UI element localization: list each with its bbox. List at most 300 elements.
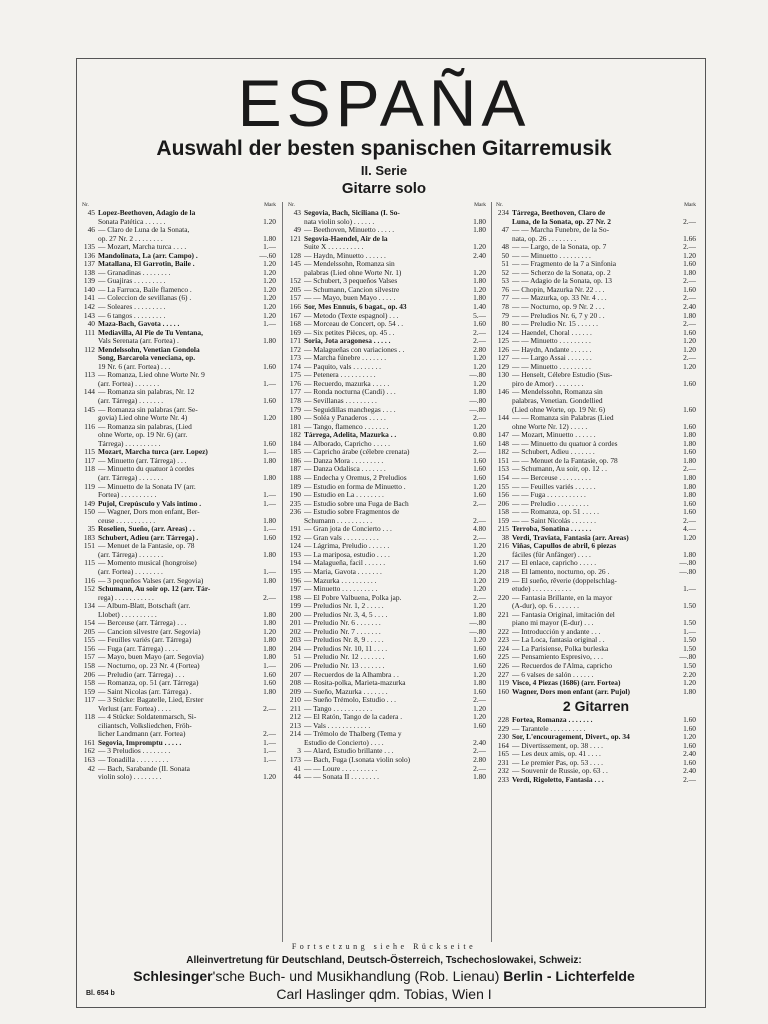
entry-price: 1.80 (263, 234, 276, 243)
entry-title: — Six petites Pièces, op. 45 . . (304, 328, 395, 337)
entry-price (672, 209, 696, 218)
catalog-entry (288, 739, 486, 748)
entry-title: — Lágrima, Preludio . . . . . . (304, 542, 390, 551)
catalog-entry (82, 337, 276, 346)
catalog-entry (496, 542, 696, 551)
entry-number: 49 (293, 226, 301, 235)
entry-title: piro de Amor) . . . . . . . . (512, 379, 584, 388)
entry-price: 2.40 (683, 303, 696, 312)
entry-number: 157 (289, 294, 301, 303)
entry-number: 189 (289, 482, 301, 491)
catalog-entry (82, 209, 276, 218)
entry-number: 175 (289, 371, 301, 380)
entry-number (496, 235, 512, 244)
catalog-entry (496, 448, 696, 457)
entry-number (288, 517, 304, 526)
entry-title: Verlust (arr. Fortea) . . . . (98, 704, 171, 713)
entry-number: 232 (497, 767, 509, 776)
entry-number: 139 (83, 277, 95, 286)
entry-title: — Malagueñas con variaciones . . (304, 345, 405, 354)
catalog-entry (288, 559, 486, 568)
entry-price: 1.20 (683, 251, 696, 260)
entry-price: 2.— (473, 448, 486, 457)
catalog-entry (288, 594, 486, 603)
entry-price: 1.60 (683, 405, 696, 414)
catalog-entry (288, 577, 486, 586)
entry-title: — Divertissement, op. 38 . . . . (512, 741, 603, 750)
entry-price (462, 260, 486, 269)
entry-number: 182 (497, 448, 509, 457)
catalog-entry (82, 739, 276, 748)
entry-number: 76 (501, 285, 509, 294)
catalog-entry (496, 320, 696, 329)
entry-number: 148 (497, 439, 509, 448)
entry-number: 224 (497, 644, 509, 653)
entry-title: — — Romanza sin Palabras (Lied (512, 414, 614, 423)
entry-title: — El lamento, nocturno, op. 26 . (512, 567, 610, 576)
entry-number: 197 (289, 585, 301, 594)
entry-number: 35 (87, 525, 95, 534)
entry-title: — Malagueña, facil . . . . . . (304, 559, 386, 568)
entry-number: 50 (501, 251, 509, 260)
entry-number: 111 (84, 328, 95, 337)
catalog-entry (496, 303, 696, 312)
entry-title: — Bach, Fuga (I.sonata violin solo) (304, 756, 411, 764)
entry-price: 1.80 (473, 277, 486, 286)
entry-number (288, 243, 304, 252)
entry-price: 2.40 (683, 767, 696, 776)
entry-title: Verdi, Rigoletto, Fantasia . . . (512, 776, 604, 784)
entry-title: — — Preludios Nr. 6, 7 y 20 . . (512, 311, 605, 320)
entry-title: — Schubert, 3 pequeños Valses (304, 277, 398, 286)
entry-title: Tárrega, Adelita, Mazurka . . (304, 431, 397, 440)
catalog-entry (288, 534, 486, 543)
entry-price: 1.80 (263, 576, 276, 585)
catalog-entry (288, 354, 486, 363)
entry-number (82, 611, 98, 620)
catalog-entry (82, 568, 276, 577)
entry-number: 79 (501, 311, 509, 320)
entry-price: 1.80 (263, 610, 276, 619)
catalog-entry (288, 243, 486, 252)
entry-title: violin solo) . . . . . . . . (98, 773, 162, 782)
entry-title: — Minuetto (arr. Tárrega) . . . (98, 456, 187, 465)
column-head-mark: Mark (684, 202, 696, 208)
entry-title: — Preludio Nr. 13 . . . . . . . (304, 661, 385, 670)
entry-number: 205 (83, 627, 95, 636)
entry-number: 166 (289, 303, 301, 312)
entry-price: 1.60 (683, 285, 696, 294)
catalog-entry (496, 243, 696, 252)
catalog-entry (288, 517, 486, 526)
entry-number: 227 (497, 670, 509, 679)
catalog-entry (288, 406, 486, 415)
entry-number: 43 (293, 209, 301, 217)
entry-title: — Wagner, Dors mon enfant, Ber- (98, 508, 200, 517)
entry-title: — Gran jota de Concierto . . . (304, 525, 392, 534)
catalog-entry (288, 235, 486, 244)
entry-number: 194 (289, 559, 301, 568)
entry-title: — 3 Preludios . . . . . . . . (98, 747, 171, 756)
entry-number: 177 (289, 388, 301, 397)
entry-price: —.80 (679, 567, 696, 576)
catalog-entry (496, 636, 696, 645)
entry-price: 1.80 (683, 482, 696, 491)
catalog-entry (496, 688, 696, 697)
entry-price (252, 329, 276, 338)
entry-number: 202 (289, 627, 301, 636)
entry-title: Matallana, El Garrotin, Baile . (98, 260, 195, 269)
catalog-entry (496, 662, 696, 671)
entry-price: —.80 (679, 559, 696, 568)
entry-price: 1.60 (683, 328, 696, 337)
entry-title: — Mendelssohn, Romanza sin (512, 388, 603, 397)
entry-title: — Recuerdo, mazurka . . . . . (304, 379, 390, 388)
entry-number: 236 (289, 508, 301, 517)
catalog-entry (496, 679, 696, 688)
catalog-entry (496, 551, 696, 560)
entry-price: 1.80 (683, 439, 696, 448)
entry-price: 1.— (263, 243, 276, 252)
entry-number: 144 (83, 388, 95, 397)
catalog-entry (82, 483, 276, 492)
entry-number: 115 (84, 448, 95, 457)
entry-price: 1.50 (683, 619, 696, 628)
entry-number: 206 (289, 661, 301, 670)
entry-number: 51 (501, 260, 509, 269)
entry-number (82, 218, 98, 227)
entry-title: Song, Barcarola veneciana, op. (98, 354, 196, 363)
catalog-entry (288, 551, 486, 560)
catalog-entry (288, 218, 486, 227)
entry-price (672, 594, 696, 603)
entry-title: — Preludio Nr. 12 . . . . . . . (304, 653, 385, 662)
entry-price: 5.— (473, 311, 486, 320)
entry-price: 1.20 (473, 379, 486, 388)
entry-price: 2.— (683, 320, 696, 329)
catalog-entry (496, 585, 696, 594)
catalog-entry (496, 653, 696, 662)
entry-price: 1.80 (683, 456, 696, 465)
catalog-entry (82, 465, 276, 474)
catalog-entry (82, 440, 276, 449)
entry-title: — 4 Stücke: Soldatenmarsch, Si- (98, 713, 197, 722)
entry-price: 1.60 (473, 661, 486, 670)
entry-title: (arr. Tárrega) . . . . . . . (98, 397, 164, 406)
catalog-entry (82, 457, 276, 466)
entry-title: Maza-Bach, Gavota . . . . . (98, 320, 180, 329)
entry-number: 41 (293, 764, 301, 773)
catalog-entry (496, 594, 696, 603)
entry-number (82, 414, 98, 423)
entry-price: 1.— (263, 567, 276, 576)
entry-number: 80 (501, 320, 509, 329)
catalog-entry (82, 636, 276, 645)
entry-number: 154 (497, 473, 509, 482)
entry-price: 1.20 (683, 733, 696, 742)
publisher-rest: 'sche Buch- und Musikhandlung (Rob. Lienau) (212, 968, 500, 984)
entry-price: 1.60 (683, 741, 696, 750)
catalog-entry (496, 312, 696, 321)
catalog-entry (82, 235, 276, 244)
entry-number: 141 (83, 294, 95, 303)
entry-title: (arr. Tárrega) . . . . . . . (98, 473, 164, 482)
catalog-entry (288, 474, 486, 483)
entry-title: — Cancion silvestre (arr. Segovia) (98, 627, 201, 636)
catalog-entry (496, 260, 696, 269)
entry-number: 156 (497, 491, 509, 500)
entry-title: Fortea, Romanza . . . . . . . (512, 716, 593, 725)
entry-title: fáciles (für Anfänger) . . . . (512, 550, 591, 559)
entry-number: 154 (83, 619, 95, 628)
entry-price: 2.— (683, 277, 696, 286)
catalog-entry (496, 397, 696, 406)
entry-price (252, 371, 276, 380)
catalog-entry (288, 363, 486, 372)
entry-title: etude) . . . . . . . . . . . (512, 585, 572, 594)
entry-price: —.80 (679, 653, 696, 662)
catalog-entry (82, 260, 276, 269)
entry-price: 1.80 (683, 491, 696, 500)
entry-title: — Preludio Nr. 7 . . . . . . . (304, 627, 381, 636)
entry-title: — Preludios Nr. 1, 2 . . . . . (304, 602, 384, 611)
entry-title: — — Preludio Nr. 15 . . . . . . (512, 320, 599, 329)
entry-price: 1.20 (473, 670, 486, 679)
page-title: ESPAÑA (237, 66, 531, 140)
catalog-entry (496, 602, 696, 611)
entry-price: 1.— (263, 379, 276, 388)
entry-number: 167 (289, 311, 301, 320)
catalog-entry (82, 363, 276, 372)
entry-price: 2.— (473, 747, 486, 756)
entry-number (82, 517, 98, 526)
entry-price: 1.60 (263, 679, 276, 688)
entry-number: 149 (83, 499, 95, 508)
catalog-entry (82, 525, 276, 534)
entry-title: Verdi, Traviata, Fantasia (arr. Areas) (512, 533, 629, 542)
entry-price: 2.— (683, 354, 696, 363)
entry-price: 1.80 (683, 473, 696, 482)
entry-title: — Mozart, Minuetto . . . . . . (512, 431, 596, 440)
entry-price: 2.20 (683, 670, 696, 679)
second-publisher-line: Carl Haslinger qdm. Tobias, Wien I (276, 986, 492, 1002)
catalog-entry (288, 286, 486, 295)
catalog-entry (288, 696, 486, 705)
entry-price: 0.80 (473, 431, 486, 440)
entry-number: 138 (83, 268, 95, 277)
entry-title: — — Scherzo de la Sonata, op. 2 (512, 268, 611, 277)
entry-price: 1.20 (473, 550, 486, 559)
entry-number (496, 423, 512, 432)
entry-price: 1.— (263, 661, 276, 670)
entry-price: 1.20 (473, 354, 486, 363)
catalog-entry (82, 491, 276, 500)
catalog-column-2 (288, 202, 486, 942)
catalog-entry (496, 431, 696, 440)
entry-price: 1.60 (683, 716, 696, 725)
entry-price: 1.20 (473, 482, 486, 491)
catalog-entry (82, 329, 276, 338)
entry-price: 2.— (263, 730, 276, 739)
entry-number: 144 (497, 414, 509, 423)
catalog-entry (496, 483, 696, 492)
entry-price: 1.60 (473, 456, 486, 465)
entry-price: 1.60 (263, 397, 276, 406)
entry-number (288, 739, 304, 748)
entry-title: nata violin solo) . . . . . . (304, 217, 375, 226)
entry-number: 112 (84, 345, 95, 354)
entry-price: 2.80 (473, 756, 486, 764)
entry-number: 51 (293, 653, 301, 662)
catalog-entry (496, 628, 696, 637)
catalog-entry (496, 577, 696, 586)
entry-title: (A-dur), op. 6 . . . . . . . (512, 602, 579, 611)
catalog-entry (288, 628, 486, 637)
entry-price (252, 722, 276, 731)
entry-number: 173 (289, 756, 301, 764)
entry-number: 115 (84, 559, 95, 568)
entry-number: 173 (289, 354, 301, 363)
entry-title: Pujol, Crepúsculo y Vals intimo . (98, 499, 202, 508)
entry-number: 158 (83, 679, 95, 688)
entry-number: 209 (289, 687, 301, 696)
entry-number (288, 269, 304, 278)
entry-title: Terroba, Sonatina . . . . . . (512, 525, 592, 534)
entry-number (496, 619, 512, 628)
entry-title: — La Farruca, Baile flamenco . (98, 285, 192, 294)
catalog-entry (82, 371, 276, 380)
catalog-entry (288, 662, 486, 671)
entry-number: 181 (289, 422, 301, 431)
catalog-entry (82, 756, 276, 765)
entry-number (496, 406, 512, 415)
entry-price: 2.— (473, 499, 486, 508)
catalog-entry (288, 457, 486, 466)
entry-number (82, 491, 98, 500)
catalog-entry (288, 773, 486, 782)
entry-number: 119 (84, 482, 95, 491)
entry-price: 1.60 (473, 653, 486, 662)
page-subtitle: Auswahl der besten spanischen Gitarremusik (156, 137, 612, 160)
catalog-entry (288, 500, 486, 509)
catalog-entry (288, 542, 486, 551)
catalog-entry (82, 500, 276, 509)
catalog-entry (496, 252, 696, 261)
entry-number (82, 474, 98, 483)
entry-number: 124 (497, 328, 509, 337)
entry-number: 205 (289, 285, 301, 294)
entry-title: — Trémolo de Thalberg (Tema y (304, 730, 402, 739)
catalog-entry (82, 662, 276, 671)
entry-title: Mendelssohn, Venetian Gondola (98, 345, 200, 354)
entry-price: 1.80 (683, 550, 696, 559)
entry-number (288, 218, 304, 227)
entry-number: 155 (497, 482, 509, 491)
catalog-column-1 (82, 202, 276, 942)
entry-number (82, 773, 98, 782)
catalog-entry (82, 671, 276, 680)
entry-number: 128 (289, 251, 301, 260)
entry-title: — Maria, Gavota . . . . . . . (304, 567, 382, 576)
entry-number: 176 (289, 379, 301, 388)
catalog-entry (288, 722, 486, 731)
entry-price: 2.40 (473, 251, 486, 260)
entry-price: —.80 (469, 619, 486, 628)
catalog-entry (288, 619, 486, 628)
column-head-mark: Mark (474, 202, 486, 208)
entry-price: 1.20 (473, 704, 486, 713)
entry-number: 198 (289, 593, 301, 602)
entry-title: Sonata Patética . . . . . . (98, 217, 166, 226)
section-heading-two-guitars: 2 Gitarren (562, 698, 630, 715)
entry-number: 221 (497, 610, 509, 619)
entry-number: 169 (289, 328, 301, 337)
catalog-entry (288, 713, 486, 722)
catalog-entry (82, 653, 276, 662)
catalog-entry (288, 525, 486, 534)
entry-number: 165 (497, 750, 509, 759)
entry-price: —.80 (469, 627, 486, 636)
entry-price: —.80 (469, 405, 486, 414)
column-divider (491, 202, 492, 942)
entry-title: — Estudio en La . . . . . . . . (304, 491, 384, 500)
entry-number: 206 (83, 670, 95, 679)
entry-title: — Minuetto de la Sonata IV (arr. (98, 482, 196, 491)
entry-title: Estudio de Concierto) . . . . (304, 738, 384, 747)
entry-price (252, 765, 276, 774)
entry-number: 150 (83, 508, 95, 517)
entry-title: — Mozart, Marcha turca . . . . (98, 243, 187, 252)
entry-title: — Momento musical (hongroise) (98, 559, 197, 568)
entry-number: 184 (289, 439, 301, 448)
entry-price: 1.20 (683, 337, 696, 346)
entry-price: 1.20 (683, 533, 696, 542)
entry-title: — Souvenir de Russie, op. 63 . . (512, 767, 608, 776)
entry-title: — Schubert, Adieu . . . . . . . (512, 448, 595, 457)
entry-price: 1.60 (473, 491, 486, 500)
entry-price: 1.20 (263, 260, 276, 269)
entry-number: 47 (501, 226, 509, 235)
entry-price: 1.— (263, 491, 276, 500)
entry-number: 124 (289, 542, 301, 551)
entry-title: — Granadinas . . . . . . . . (98, 268, 171, 277)
entry-number (496, 602, 512, 611)
catalog-entry (82, 448, 276, 457)
entry-number: 178 (289, 397, 301, 406)
catalog-entry (288, 346, 486, 355)
catalog-entry (496, 767, 696, 776)
entry-number: 52 (501, 268, 509, 277)
entry-number: 126 (497, 345, 509, 354)
entry-title: 19 Nr. 6 (arr. Fortea) . . . (98, 362, 171, 371)
entry-number: 230 (497, 733, 509, 742)
entry-title: rega) . . . . . . . . . . . (98, 593, 154, 602)
entry-number: 183 (83, 533, 95, 542)
entry-price: 1.— (263, 320, 276, 329)
entry-price (672, 388, 696, 397)
catalog-entry (82, 517, 276, 526)
catalog-entry (288, 312, 486, 321)
catalog-entry (496, 517, 696, 526)
catalog-entry (496, 525, 696, 534)
entry-number: 216 (497, 542, 509, 551)
entry-title: — Estudio sobre Fragmentos de (304, 508, 400, 517)
entry-title: — Alborado, Capricho . . . . . (304, 439, 391, 448)
entry-title: — Henselt, Célebre Estudio (Sus- (512, 371, 613, 380)
entry-price: 1.— (263, 448, 276, 457)
entry-number: 206 (497, 499, 509, 508)
entry-number: 234 (497, 209, 509, 217)
